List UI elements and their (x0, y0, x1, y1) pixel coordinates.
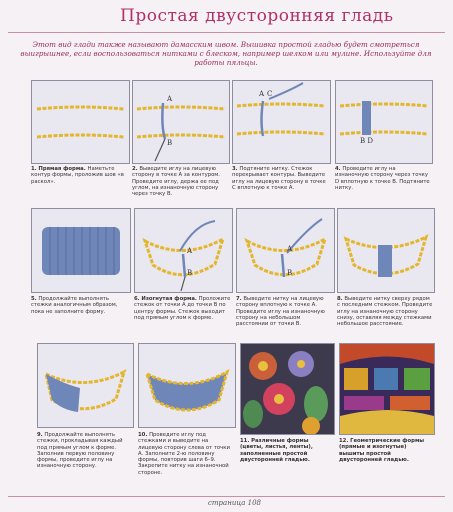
label-b-7: B (287, 269, 293, 277)
step-4-image (335, 80, 433, 164)
step-10-caption (138, 432, 234, 476)
step-1-num: 1. (31, 166, 37, 172)
step-2-caption (132, 166, 228, 197)
step-10-image (138, 343, 236, 428)
label-c: C (267, 90, 273, 98)
step-11-caption (240, 438, 333, 463)
label-bd: B D (360, 137, 373, 145)
step-6-caption (134, 296, 231, 321)
step-7-caption (236, 296, 333, 327)
step-11-bold: Различные формы (цветы, листья, ленты), заполненные простой двусторонней гладью. (240, 438, 313, 463)
step-2-num: 2. (132, 166, 138, 172)
step-3-num: 3. (232, 166, 238, 172)
step-2-image (132, 80, 230, 164)
step-3-caption (232, 166, 329, 191)
step-5-caption (31, 296, 129, 315)
step-9-image (37, 343, 134, 428)
step-1-bold: Прямая форма. (38, 166, 86, 172)
step-1-caption (31, 166, 128, 185)
step-1-text: Наметьте контур формы, проложив шов «в раскол». (31, 166, 124, 185)
step-7-text: Выведите нитку на лицевую сторону вплотную к точке А. Проведите иглу на изнаночную сторону на небольшом расстоянии от точки В. (236, 296, 325, 328)
footer-rule (8, 496, 445, 497)
step-8-num: 8. (337, 296, 343, 302)
step-12-num: 12. (339, 438, 349, 444)
step-9-num: 9. (37, 432, 43, 438)
label-a-c: A (259, 90, 265, 98)
step-12-caption (339, 438, 433, 463)
step-3-image (232, 80, 331, 164)
step-4-caption (335, 166, 431, 191)
step-6-num: 6. (134, 296, 140, 302)
label-a-6: A (187, 247, 193, 255)
label-b: B (167, 139, 173, 147)
step-10-num: 10. (138, 432, 148, 438)
label-a: A (167, 95, 173, 103)
step-7-num: 7. (236, 296, 242, 302)
step-5-text: Продолжайте выполнять стежки аналогичным образом, пока не заполните форму. (31, 296, 118, 315)
step-4-text: Проведите иглу на изнаночную сторону через точку D вплотную к точке В. Подтяните нитку. (335, 166, 430, 191)
step-5-num: 5. (31, 296, 37, 302)
step-4-num: 4. (335, 166, 341, 172)
step-11-image (240, 343, 335, 435)
step-6-text: Проложите стежок от точки А до точки В по центру формы. Стежок выходит под прямым углом к форме. (134, 296, 231, 321)
step-11-num: 11. (240, 438, 250, 444)
step-8-text: Выведите нитку сверху рядом с последним стежком. Проведите иглу на изнаночную сторону снизу, оставляя между стежками небольшое расстояние. (337, 296, 433, 328)
page-number: страница 108 (208, 499, 261, 507)
step-5-image (31, 208, 131, 293)
step-10-text: Проведите иглу под стежками и выведите на лицевую сторону слева от точки А. Заполните 2-ю половину формы, повторив шаги 6–9. Закрепите нитку на изнаночной стороне. (138, 432, 230, 476)
step-3-text: Подтяните нитку. Стежок перекрывает контуры. Выведите иглу на лицевую сторону в точке С вплотную к точке А. (232, 166, 326, 191)
label-b-6: B (187, 269, 193, 277)
step-2-text: Выведите иглу на лицевую сторону в точке А за контуром. Проведите иглу, держа ее под углом, на изнаночную сторону через точку В. (132, 166, 220, 198)
step-7-image (236, 208, 335, 293)
title-rule (8, 32, 445, 33)
step-9-text: Продолжайте выполнять стежки, прокладывая каждый под прямым углом к форме. Заполнив первую половину формы, проведите иглу на изнаночную сторону. (37, 432, 123, 470)
step-12-image (339, 343, 435, 435)
step-6-image (134, 208, 233, 293)
intro-text: Этот вид глади также называют дамасским швом. Вышивка простой гладью будет смотреться выигрышнее, если воспользоваться нитками с блеском, например шелком или мулине. Используйте для работы пяльцы. (20, 40, 432, 67)
step-12-bold: Геометрические формы (прямые и изогнутые) вышиты простой двусторонней гладью. (339, 438, 425, 463)
step-6-bold: Изогнутая форма. (141, 296, 197, 302)
step-9-caption (37, 432, 132, 470)
page-title: Простая двусторонняя гладь (120, 6, 394, 26)
step-8-image (337, 208, 435, 293)
step-1-image (31, 80, 130, 164)
label-a-7: A (287, 245, 293, 253)
step-8-caption (337, 296, 433, 327)
